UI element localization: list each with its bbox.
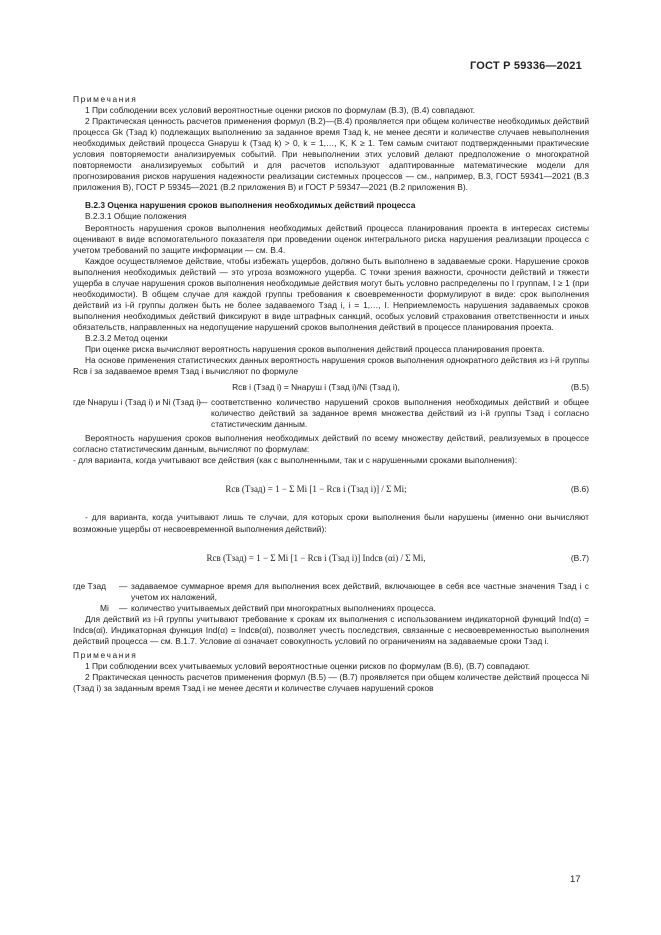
page-number: 17 xyxy=(570,874,581,885)
definition-b5 xyxy=(73,397,589,430)
definition-dash: — xyxy=(199,397,208,408)
definition-b7-count xyxy=(73,603,589,614)
paragraph-1: Вероятность нарушения сроков выполнения необходимых действий процесса планирования проекта в интересах системы оценивают в виде вспомогательного показателя при проведении оценок интегрального риска нарушения реализации процесса с учетом требований по защите информации — см. В.4. xyxy=(73,222,589,255)
paragraph-8: Для действий из i-й группы учитывают требование к срокам их выполнения с использованием индикаторной функций Ind(α) = Indсв(αi). Индикаторная функция Ind(α) = Indсв(αi), позволяет учесть последствия, связанные с несвоевременностью выполнения действий процесса — см. В.1.7. Условие αi означает совокупность условий по ограничениям на задаваемые сроки Тзад i. xyxy=(73,613,589,646)
formula-b5-expression: Rсв i (Тзад i) = Nнаруш i (Тзад i)/Ni (Тзад i), xyxy=(232,382,400,393)
formula-b6-expression: Rсв (Тзад) = 1 − Σ Mi [1 − Rсв i (Тзад i)] / Σ Mi; xyxy=(225,484,407,495)
paragraph-4: На основе применения статистических данных вероятность нарушения сроков выполнения однократного действия из i-й группы Rсв i за задаваемое время Тзад i вычисляют по формуле xyxy=(73,355,589,377)
note-2: 2 Практическая ценность расчетов применения формул (В.2)—(В.4) проявляется при общем количестве необходимых действий процесса Gk (Тзад k) подлежащих выполнению за заданное время Тзад k, не менее десяти и количестве случаев невыполнения необходимых действий процесса Gнаруш k (Тзад k) > 0, k = 1,…, K, K ≥ 1. Тем самым считают подтвержденными практические условия повторяемости анализируемых событий. При невыполнении этих условий делают предположение о многократной повторяемости анализируемых событий и для расчетов используют адаптированные математические модели для прогнозирования рисков нарушения надежности реализации системных процессов — см., например, В.3, ГОСТ 59341—2021 (В.3 приложения В), ГОСТ Р 59345—2021 (В.2 приложения В) и ГОСТ Р 59347—2021 (В.2 приложения В). xyxy=(73,116,589,193)
definition-b7-time-label: где Тзад xyxy=(73,580,107,591)
definition-b7-count-label: Mi xyxy=(100,602,109,613)
formula-b7 xyxy=(73,538,589,578)
notes-2-title: Примечания xyxy=(73,649,138,660)
formula-b5-number: (В.5) xyxy=(570,382,589,393)
subsection-method: В.2.3.2 Метод оценки xyxy=(85,332,168,343)
definition-b5-text: соответственно количество нарушений сроков выполнения необходимых действий и общее количество действий за заданное время множества действий из i-й группы Тзад i согласно статистическим данным. xyxy=(211,397,589,430)
paragraph-2: Каждое осуществляемое действие, чтобы избежать ущербов, должно быть выполнено в задаваемые сроки. Нарушение сроков выполнения необходимых действий — это угроза возможного ущерба. С точки зрения важности, срочности действий и тяжести ущерба в случае нарушения сроков выполнения необходимые действия могут быть условно распределены по I группам, I ≥ 1 (при необходимости). В общем случае для каждой группы требования к своевременности формулируют в виде: срок выполнения действий из i-й группы должен быть не более задаваемого Тзад i, i = 1,…, I. Неприемлемость нарушения задаваемых сроков выполнения необходимых действий фиксируют в виде штрафных санкций, особых условий страхования ответственности и иных обязательств, направленных на недопущение нарушений сроков выполнения действий в процессе планирования проекта. xyxy=(73,255,589,332)
paragraph-7: - для варианта, когда учитывают лишь те случаи, для которых сроки выполнения были нарушены (именно они вычисляют возможные ущербы от несвоевременной выполнения действий): xyxy=(73,512,589,534)
definition-dash: — xyxy=(119,580,128,591)
paragraph-6: - для варианта, когда учитывают все действия (как с выполненными, так и с нарушенными сроками выполнения): xyxy=(73,455,518,466)
paragraph-5: Вероятность нарушения сроков выполнения необходимых действий по всему множеству действий, реализуемых в процессе согласно статистическим данным, вычисляют по формулам: xyxy=(73,433,589,455)
definition-dash: — xyxy=(119,602,128,613)
page-body xyxy=(73,94,589,694)
formula-b6-number: (В.6) xyxy=(570,484,589,495)
formula-b7-number: (В.7) xyxy=(570,552,589,563)
note-1: 1 При соблюдении всех условий вероятностные оценки рисков по формулам (В.3), (В.4) совпадают. xyxy=(85,105,476,116)
notes-title: Примечания xyxy=(73,94,138,104)
definition-b7-count-text: количество учитываемых действий при многократных выполнениях процесса. xyxy=(131,602,436,613)
note-2-1: 1 При соблюдении всех учитываемых условий вероятностные оценки рисков по формулам (В.6), (В.7) совпадают. xyxy=(85,660,531,671)
subsection-general: В.2.3.1 Общие положения xyxy=(85,211,187,222)
definition-b7-time xyxy=(73,581,589,603)
definition-b5-label: где Nнаруш i (Тзад i) и Ni (Тзад i) xyxy=(73,397,201,408)
standard-number: ГОСТ Р 59336—2021 xyxy=(470,60,582,72)
note-2-2: 2 Практическая ценность расчетов применения формул (В.5) — (В.7) проявляется при общем количестве действий процесса Ni (Тзад i) за заданным время Тзад i не менее десяти и количестве случаев нарушений сроков xyxy=(73,671,589,693)
paragraph-3: При оценке риска вычисляют вероятность нарушения сроков выполнения действий процесса планирования проекта. xyxy=(85,344,545,355)
formula-b6 xyxy=(73,469,589,509)
section-heading: В.2.3 Оценка нарушения сроков выполнения необходимых действий процесса xyxy=(85,200,416,211)
formula-b7-expression: Rсв (Тзад) = 1 − Σ Mi [1 − Rсв i (Тзад i)] Indсв (αi) / Σ Mi, xyxy=(206,552,426,563)
definition-b7-time-text: задаваемое суммарное время для выполнения всех действий, включающее в себя все частные значения Тзад i с учетом их наложений, xyxy=(131,580,589,602)
formula-b5 xyxy=(73,380,589,394)
